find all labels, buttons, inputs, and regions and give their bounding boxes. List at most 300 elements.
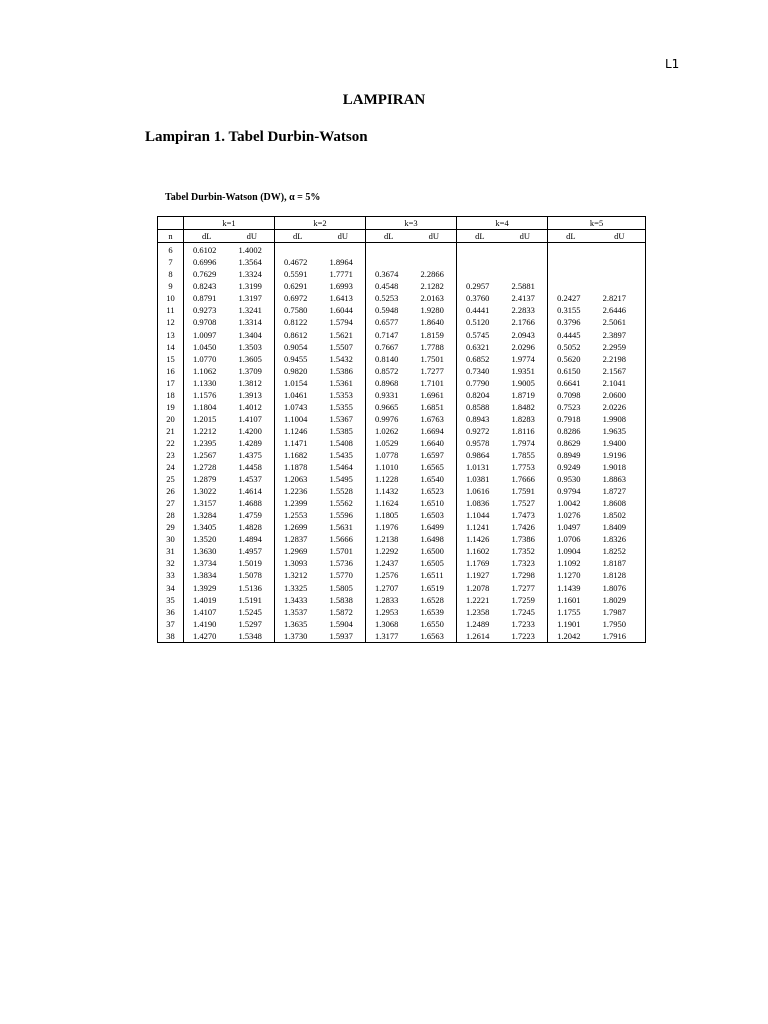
dl-cell: 1.3520 — [184, 533, 230, 545]
row-n-cell: 13 — [166, 329, 175, 340]
row-n-cell: 21 — [166, 425, 175, 436]
dl-cell: 0.8243 — [184, 280, 230, 292]
durbin-watson-table — [157, 216, 646, 643]
dl-cell: 1.2489 — [457, 618, 503, 630]
du-cell: 1.3197 — [238, 293, 262, 304]
header-dl: dL — [275, 230, 321, 243]
row-n-cell: 16 — [166, 365, 175, 376]
dl-cell: 1.2833 — [366, 594, 412, 606]
row-n-cell: 37 — [166, 618, 175, 629]
table-row — [158, 630, 646, 643]
dl-cell: 1.3834 — [184, 569, 230, 581]
row-n-cell: 27 — [166, 498, 175, 509]
du-cell: 1.6413 — [329, 293, 353, 304]
du-cell: 1.6503 — [420, 510, 444, 521]
du-cell: 1.5297 — [238, 618, 262, 629]
dl-cell: 0.7340 — [457, 365, 503, 377]
dl-cell: 0.9864 — [457, 449, 503, 461]
table-header-row-k — [158, 217, 646, 230]
dl-cell: 1.1901 — [548, 618, 594, 630]
dl-cell: 1.1976 — [366, 521, 412, 533]
du-cell: 1.4012 — [238, 401, 262, 412]
du-cell: 1.6511 — [420, 570, 444, 581]
du-cell: 1.7298 — [511, 570, 535, 581]
dl-cell: 0.9820 — [275, 365, 321, 377]
page-number: L1 — [665, 57, 680, 71]
dl-cell: 0.6852 — [457, 353, 503, 365]
header-k1: k=1 — [184, 217, 275, 230]
dl-cell: 0.8629 — [548, 437, 594, 449]
dl-cell — [457, 256, 503, 268]
du-cell: 2.8217 — [602, 293, 626, 304]
table-row — [158, 353, 646, 365]
table-row — [158, 545, 646, 557]
dl-cell: 0.6102 — [184, 243, 230, 257]
dl-cell: 1.2969 — [275, 545, 321, 557]
du-cell: 1.4458 — [238, 462, 262, 473]
du-cell: 1.7323 — [511, 558, 535, 569]
du-cell — [503, 256, 548, 268]
du-cell: 1.4614 — [238, 486, 262, 497]
du-cell: 1.7259 — [511, 594, 535, 605]
du-cell: 1.8159 — [420, 329, 444, 340]
du-cell: 2.3897 — [602, 329, 626, 340]
du-cell: 1.8964 — [329, 257, 353, 268]
table-row — [158, 280, 646, 292]
du-cell: 1.5245 — [238, 606, 262, 617]
row-n-cell: 25 — [166, 474, 175, 485]
table-header-row-d — [158, 230, 646, 243]
du-cell: 1.4002 — [238, 245, 262, 256]
du-cell: 1.3404 — [238, 329, 262, 340]
dl-cell — [457, 268, 503, 280]
du-cell: 1.5353 — [329, 389, 353, 400]
dl-cell: 1.3405 — [184, 521, 230, 533]
du-cell: 1.6498 — [420, 534, 444, 545]
du-cell: 1.7950 — [602, 618, 626, 629]
du-cell: 1.5361 — [329, 377, 353, 388]
table-row — [158, 316, 646, 328]
dl-cell: 1.3537 — [275, 606, 321, 618]
du-cell: 1.6539 — [420, 606, 444, 617]
du-cell: 2.2959 — [602, 341, 626, 352]
du-cell: 1.7245 — [511, 606, 535, 617]
header-du: dU — [230, 230, 275, 243]
row-n-cell: 17 — [166, 377, 175, 388]
dl-cell — [548, 280, 594, 292]
dl-cell: 0.8968 — [366, 377, 412, 389]
table-row — [158, 365, 646, 377]
dl-cell: 0.8588 — [457, 401, 503, 413]
du-cell: 1.6694 — [420, 425, 444, 436]
du-cell: 1.3605 — [238, 353, 262, 364]
dl-cell: 0.8612 — [275, 329, 321, 341]
dl-cell — [548, 256, 594, 268]
dl-cell: 1.1805 — [366, 509, 412, 521]
du-cell: 1.7974 — [511, 437, 535, 448]
dl-cell: 1.3325 — [275, 582, 321, 594]
du-cell: 1.8409 — [602, 522, 626, 533]
dl-cell: 1.0778 — [366, 449, 412, 461]
du-cell: 2.2198 — [602, 353, 626, 364]
dl-cell: 1.4190 — [184, 618, 230, 630]
du-cell: 1.5507 — [329, 341, 353, 352]
dl-cell: 1.1927 — [457, 569, 503, 581]
header-corner — [158, 217, 184, 230]
table-row — [158, 569, 646, 581]
dl-cell: 0.6150 — [548, 365, 594, 377]
table-row — [158, 425, 646, 437]
row-n-cell: 14 — [166, 341, 175, 352]
dl-cell: 1.2728 — [184, 461, 230, 473]
row-n-cell: 36 — [166, 606, 175, 617]
dl-cell: 0.7523 — [548, 401, 594, 413]
dl-cell: 0.5948 — [366, 304, 412, 316]
dl-cell: 1.0706 — [548, 533, 594, 545]
du-cell: 1.7233 — [511, 618, 535, 629]
du-cell: 1.5596 — [329, 510, 353, 521]
dl-cell: 1.1755 — [548, 606, 594, 618]
du-cell: 1.5666 — [329, 534, 353, 545]
dl-cell: 1.0770 — [184, 353, 230, 365]
du-cell: 1.5904 — [329, 618, 353, 629]
dl-cell: 1.3734 — [184, 557, 230, 569]
dl-cell: 1.3022 — [184, 485, 230, 497]
dl-cell: 1.4270 — [184, 630, 230, 643]
du-cell: 1.6510 — [420, 498, 444, 509]
dl-cell: 1.1439 — [548, 582, 594, 594]
du-cell: 2.4137 — [511, 293, 535, 304]
du-cell: 1.9196 — [602, 450, 626, 460]
du-cell: 1.9351 — [511, 365, 535, 376]
du-cell: 1.5435 — [329, 450, 353, 460]
dl-cell: 1.2707 — [366, 582, 412, 594]
dl-cell: 1.4019 — [184, 594, 230, 606]
header-du: dU — [503, 230, 548, 243]
dl-cell: 1.1426 — [457, 533, 503, 545]
dl-cell: 1.1092 — [548, 557, 594, 569]
row-n-cell: 7 — [168, 257, 173, 268]
dl-cell: 0.5745 — [457, 329, 503, 341]
row-n-cell: 30 — [166, 534, 175, 545]
du-cell: 1.4894 — [238, 534, 262, 545]
row-n-cell: 26 — [166, 486, 175, 497]
dl-cell: 1.1576 — [184, 389, 230, 401]
du-cell: 1.6044 — [329, 305, 353, 316]
dl-cell: 1.1432 — [366, 485, 412, 497]
header-du: dU — [412, 230, 457, 243]
du-cell: 1.8482 — [511, 401, 535, 412]
du-cell — [594, 243, 646, 257]
header-du: dU — [321, 230, 366, 243]
table-row — [158, 509, 646, 521]
du-cell: 1.4375 — [238, 450, 262, 460]
du-cell: 1.8640 — [420, 317, 444, 328]
header-k4: k=4 — [457, 217, 548, 230]
table-body — [158, 243, 646, 643]
du-cell: 1.4200 — [238, 425, 262, 436]
du-cell: 2.1567 — [602, 365, 626, 376]
dl-cell: 0.7098 — [548, 389, 594, 401]
dl-cell: 1.2358 — [457, 606, 503, 618]
dl-cell: 1.0381 — [457, 473, 503, 485]
dl-cell: 1.2567 — [184, 449, 230, 461]
dl-cell: 0.8572 — [366, 365, 412, 377]
row-n-cell: 18 — [166, 389, 175, 400]
du-cell: 1.9018 — [602, 462, 626, 473]
du-cell — [594, 268, 646, 280]
du-cell: 2.0226 — [602, 401, 626, 412]
du-cell: 1.3314 — [238, 317, 262, 328]
row-n-cell: 24 — [166, 462, 175, 473]
dl-cell: 1.2399 — [275, 497, 321, 509]
dl-cell: 0.9708 — [184, 316, 230, 328]
dl-cell: 0.4672 — [275, 256, 321, 268]
du-cell: 2.2833 — [511, 305, 535, 316]
header-dl: dL — [457, 230, 503, 243]
dl-cell: 1.1246 — [275, 425, 321, 437]
du-cell: 1.6961 — [420, 389, 444, 400]
dl-cell: 0.4548 — [366, 280, 412, 292]
dl-cell: 1.0529 — [366, 437, 412, 449]
dl-cell: 0.9578 — [457, 437, 503, 449]
du-cell: 1.9774 — [511, 353, 535, 364]
dl-cell: 0.5052 — [548, 341, 594, 353]
du-cell: 1.7916 — [602, 630, 626, 641]
du-cell: 1.9005 — [511, 377, 535, 388]
header-dl: dL — [184, 230, 230, 243]
row-n-cell: 32 — [166, 558, 175, 569]
du-cell: 1.5078 — [238, 570, 262, 581]
dl-cell: 0.9530 — [548, 473, 594, 485]
dl-cell: 0.6972 — [275, 292, 321, 304]
du-cell: 2.0163 — [420, 293, 444, 304]
dl-cell: 0.8286 — [548, 425, 594, 437]
du-cell: 1.6550 — [420, 618, 444, 629]
du-cell: 1.5385 — [329, 425, 353, 436]
du-cell: 1.8502 — [602, 510, 626, 521]
du-cell: 1.5464 — [329, 462, 353, 473]
du-cell: 1.4289 — [238, 437, 262, 448]
du-cell: 1.4828 — [238, 522, 262, 533]
du-cell: 2.1766 — [511, 317, 535, 328]
du-cell: 1.3324 — [238, 269, 262, 280]
table-row — [158, 243, 646, 257]
du-cell: 1.7666 — [511, 474, 535, 485]
dl-cell: 0.7667 — [366, 341, 412, 353]
du-cell: 1.8283 — [511, 413, 535, 424]
du-cell: 1.7386 — [511, 534, 535, 545]
row-n-cell: 12 — [166, 317, 175, 328]
section-heading: Lampiran 1. Tabel Durbin-Watson — [145, 129, 368, 145]
dl-cell: 1.0154 — [275, 377, 321, 389]
dl-cell: 0.6291 — [275, 280, 321, 292]
du-cell: 1.7753 — [511, 462, 535, 473]
dl-cell: 0.4445 — [548, 329, 594, 341]
dl-cell: 1.2837 — [275, 533, 321, 545]
table-row — [158, 533, 646, 545]
dl-cell: 1.1062 — [184, 365, 230, 377]
dl-cell: 1.3929 — [184, 582, 230, 594]
dl-cell: 1.1330 — [184, 377, 230, 389]
du-cell: 1.6993 — [329, 281, 353, 292]
du-cell: 1.5872 — [329, 606, 353, 617]
row-n-cell: 35 — [166, 594, 175, 605]
dl-cell — [548, 268, 594, 280]
dl-cell: 1.0836 — [457, 497, 503, 509]
dl-cell: 0.9794 — [548, 485, 594, 497]
du-cell: 2.5061 — [602, 317, 626, 328]
dl-cell: 0.6996 — [184, 256, 230, 268]
dl-cell: 1.1471 — [275, 437, 321, 449]
header-n: n — [158, 230, 184, 243]
dl-cell: 1.2042 — [548, 630, 594, 643]
dl-cell: 1.2576 — [366, 569, 412, 581]
du-cell: 1.8116 — [511, 425, 535, 436]
du-cell: 1.6499 — [420, 522, 444, 533]
dl-cell: 1.0276 — [548, 509, 594, 521]
du-cell: 1.5631 — [329, 522, 353, 533]
dl-cell: 1.2437 — [366, 557, 412, 569]
du-cell: 1.6528 — [420, 594, 444, 605]
table-row — [158, 461, 646, 473]
du-cell: 1.4107 — [238, 413, 262, 424]
table-row — [158, 389, 646, 401]
dl-cell: 0.3760 — [457, 292, 503, 304]
du-cell: 1.8029 — [602, 594, 626, 605]
du-cell: 1.6540 — [420, 474, 444, 485]
row-n-cell: 28 — [166, 510, 175, 521]
dl-cell: 1.2078 — [457, 582, 503, 594]
du-cell: 1.8719 — [511, 389, 535, 400]
dl-cell: 0.3796 — [548, 316, 594, 328]
du-cell: 2.6446 — [602, 305, 626, 316]
du-cell — [503, 268, 548, 280]
dl-cell: 1.2015 — [184, 413, 230, 425]
table-row — [158, 437, 646, 449]
dl-cell: 1.2699 — [275, 521, 321, 533]
dl-cell — [457, 243, 503, 257]
du-cell: 1.4688 — [238, 498, 262, 509]
table-row — [158, 268, 646, 280]
header-k2: k=2 — [275, 217, 366, 230]
du-cell: 1.7987 — [602, 606, 626, 617]
du-cell: 1.5528 — [329, 486, 353, 497]
du-cell: 1.3812 — [238, 377, 262, 388]
row-n-cell: 34 — [166, 582, 175, 593]
du-cell: 2.1041 — [602, 377, 626, 388]
table-row — [158, 292, 646, 304]
dl-cell: 1.2953 — [366, 606, 412, 618]
du-cell — [321, 243, 366, 257]
dl-cell: 1.3630 — [184, 545, 230, 557]
dl-cell: 1.3730 — [275, 630, 321, 643]
dl-cell: 1.2236 — [275, 485, 321, 497]
dl-cell: 0.6577 — [366, 316, 412, 328]
table-row — [158, 413, 646, 425]
dl-cell: 1.1602 — [457, 545, 503, 557]
dl-cell: 1.1601 — [548, 594, 594, 606]
dl-cell: 0.2427 — [548, 292, 594, 304]
header-k5: k=5 — [548, 217, 646, 230]
du-cell: 1.7771 — [329, 269, 353, 280]
dl-cell: 1.2292 — [366, 545, 412, 557]
du-cell: 1.7277 — [420, 365, 444, 376]
du-cell: 1.3709 — [238, 365, 262, 376]
dl-cell: 0.8204 — [457, 389, 503, 401]
dl-cell: 1.1624 — [366, 497, 412, 509]
du-cell: 1.7473 — [511, 510, 535, 521]
row-n-cell: 6 — [168, 245, 173, 256]
dl-cell: 1.1804 — [184, 401, 230, 413]
dl-cell: 1.1228 — [366, 473, 412, 485]
du-cell: 1.7855 — [511, 450, 535, 460]
du-cell: 1.7277 — [511, 582, 535, 593]
du-cell: 1.8727 — [602, 486, 626, 497]
du-cell: 1.5562 — [329, 498, 353, 509]
row-n-cell: 29 — [166, 522, 175, 533]
dl-cell: 1.0450 — [184, 341, 230, 353]
du-cell: 1.6500 — [420, 546, 444, 557]
dl-cell: 1.1270 — [548, 569, 594, 581]
dl-cell: 0.9976 — [366, 413, 412, 425]
du-cell: 1.5019 — [238, 558, 262, 569]
dl-cell: 0.7580 — [275, 304, 321, 316]
du-cell: 1.3241 — [238, 305, 262, 316]
table-row — [158, 485, 646, 497]
du-cell: 1.8187 — [602, 558, 626, 569]
row-n-cell: 11 — [166, 305, 175, 316]
dl-cell: 1.3157 — [184, 497, 230, 509]
row-n-cell: 15 — [166, 353, 175, 364]
row-n-cell: 20 — [166, 413, 175, 424]
dl-cell: 0.7790 — [457, 377, 503, 389]
dl-cell: 1.3068 — [366, 618, 412, 630]
du-cell: 1.5805 — [329, 582, 353, 593]
du-cell: 1.8326 — [602, 534, 626, 545]
du-cell: 1.5937 — [329, 630, 353, 641]
du-cell: 1.5701 — [329, 546, 353, 557]
dl-cell: 0.9249 — [548, 461, 594, 473]
du-cell: 1.5432 — [329, 353, 353, 364]
dl-cell: 0.9455 — [275, 353, 321, 365]
dl-cell: 0.8122 — [275, 316, 321, 328]
dl-cell: 1.1241 — [457, 521, 503, 533]
du-cell: 1.6851 — [420, 401, 444, 412]
du-cell: 1.7527 — [511, 498, 535, 509]
du-cell: 1.5770 — [329, 570, 353, 581]
dl-cell: 0.5253 — [366, 292, 412, 304]
dl-cell: 1.3284 — [184, 509, 230, 521]
dl-cell: 0.3155 — [548, 304, 594, 316]
du-cell — [594, 256, 646, 268]
dl-cell: 0.3674 — [366, 268, 412, 280]
du-cell: 2.2866 — [420, 269, 444, 280]
du-cell: 1.7352 — [511, 546, 535, 557]
dl-cell: 1.0743 — [275, 401, 321, 413]
du-cell: 1.6523 — [420, 486, 444, 497]
du-cell: 1.5136 — [238, 582, 262, 593]
table-row — [158, 401, 646, 413]
du-cell: 1.6597 — [420, 450, 444, 460]
du-cell: 2.0943 — [511, 329, 535, 340]
du-cell — [412, 243, 457, 257]
du-cell: 1.5736 — [329, 558, 353, 569]
table-row — [158, 618, 646, 630]
du-cell: 1.8076 — [602, 582, 626, 593]
dl-cell: 1.0497 — [548, 521, 594, 533]
dl-cell: 1.1682 — [275, 449, 321, 461]
